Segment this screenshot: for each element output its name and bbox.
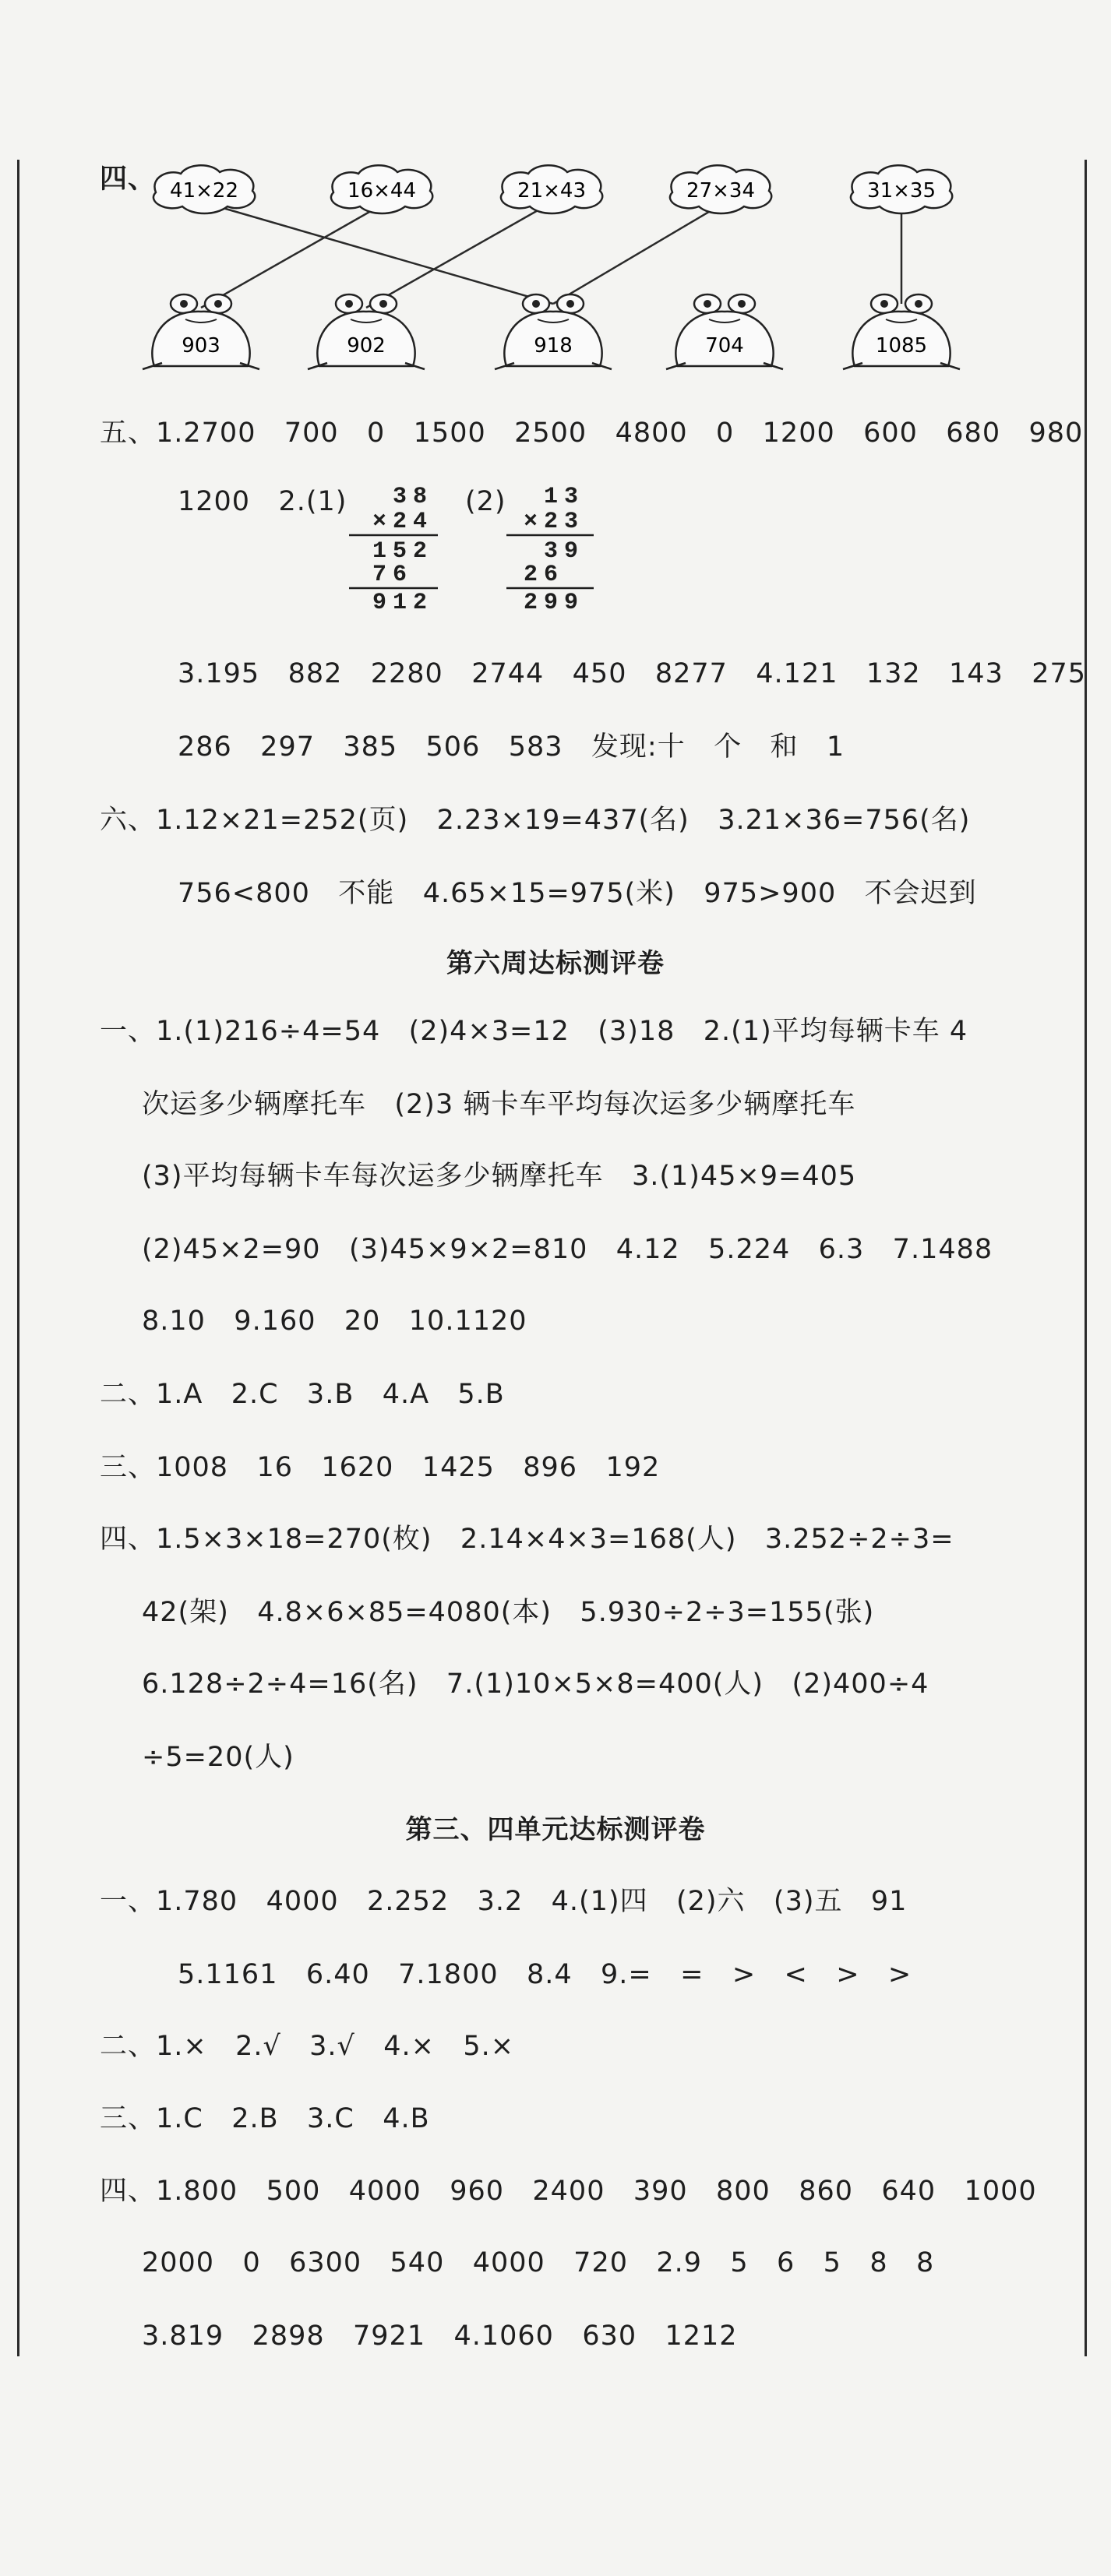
line-d3: 6.128÷2÷4=16(名) 7.(1)10×5×8=400(人) (2)400÷4 [142, 1669, 929, 1700]
line-h1: 四、1.800 500 4000 960 2400 390 800 860 640 1000 [100, 2176, 1037, 2207]
line-cloud2-frog1 [201, 205, 382, 308]
cloud-4 [670, 165, 771, 213]
line-e1: 一、1.780 4000 2.252 3.2 4.(1)四 (2)六 (3)五 91 [100, 1886, 908, 1917]
vm2-row4: 26 [523, 562, 564, 588]
line-c1: 三、1008 16 1620 1425 896 192 [100, 1452, 661, 1483]
frog-3-text: 918 [534, 334, 573, 358]
cloud-3-text: 21×43 [517, 179, 586, 203]
vm1-row3: 152 [372, 538, 433, 565]
line-w5-2b: (2) [465, 486, 506, 517]
frog-1 [143, 294, 259, 369]
vm2-row3: 39 [543, 538, 584, 565]
left-margin-line [17, 160, 19, 2356]
line-a5: 8.10 9.160 20 10.1120 [142, 1306, 527, 1337]
vertical-multiplication-1 [327, 479, 444, 611]
line-w5-1: 五、1.2700 700 0 1500 2500 4800 0 1200 600 680 980 [100, 418, 1084, 449]
cloud-5 [851, 165, 952, 213]
line-cloud4-frog5 [553, 205, 721, 304]
line-w6-1: 六、1.12×21=252(页) 2.23×19=437(名) 3.21×36=756(名) [100, 805, 971, 836]
line-g1: 三、1.C 2.B 3.C 4.B [100, 2103, 430, 2134]
frog-2 [308, 294, 425, 369]
cloud-3 [501, 165, 602, 213]
line-cloud3-frog2 [366, 203, 552, 308]
title-week-six-test: 第六周达标测评卷 [446, 948, 665, 979]
line-w6-2: 756<800 不能 4.65×15=975(米) 975>900 不会迟到 [178, 878, 977, 909]
line-b1: 二、1.A 2.C 3.B 4.A 5.B [100, 1379, 505, 1410]
frog-2-text: 902 [347, 334, 386, 358]
right-margin-line [1085, 160, 1087, 2356]
title-unit-three-four-test: 第三、四单元达标测评卷 [405, 1814, 706, 1845]
frog-1-text: 903 [182, 334, 220, 358]
line-d2: 42(架) 4.8×6×85=4080(本) 5.930÷2÷3=155(张) [142, 1597, 875, 1628]
cloud-2-text: 16×44 [347, 179, 416, 203]
frog-3 [495, 294, 612, 369]
vm2-row2: ×23 [523, 509, 584, 535]
line-h2: 2000 0 6300 540 4000 720 2.9 5 6 5 8 8 [142, 2247, 935, 2278]
frog-5 [843, 294, 960, 369]
line-e2: 5.1161 6.40 7.1800 8.4 9.= = > < > > [178, 1959, 912, 1990]
vm2-row1: 13 [543, 484, 584, 510]
section-four-label: 四、 [100, 164, 157, 195]
vm1-row2: ×24 [372, 509, 433, 535]
cloud-4-text: 27×34 [686, 179, 755, 203]
vm1-row4: 76 [372, 562, 413, 588]
line-d4: ÷5=20(人) [142, 1742, 295, 1773]
line-f1: 二、1.× 2.√ 3.√ 4.× 5.× [100, 2031, 515, 2062]
line-h3: 3.819 2898 7921 4.1060 630 1212 [142, 2321, 738, 2352]
line-d1: 四、1.5×3×18=270(枚) 2.14×4×3=168(人) 3.252÷2÷3= [100, 1524, 954, 1555]
line-w5-4: 286 297 385 506 583 发现:十 个 和 1 [178, 731, 845, 763]
line-cloud1-frog3 [204, 203, 553, 304]
cloud-1 [153, 165, 255, 213]
line-a3: (3)平均每辆卡车每次运多少辆摩托车 3.(1)45×9=405 [142, 1161, 857, 1192]
line-a1: 一、1.(1)216÷4=54 (2)4×3=12 (3)18 2.(1)平均每辆卡车 4 [100, 1016, 968, 1047]
vm2-row5: 299 [523, 590, 584, 611]
vertical-multiplication-2 [499, 479, 608, 611]
cloud-1-text: 41×22 [170, 179, 238, 203]
frog-5-text: 1085 [875, 334, 928, 358]
connection-lines [201, 203, 901, 308]
line-w5-3: 3.195 882 2280 2744 450 8277 4.121 132 143 275 [178, 658, 1087, 689]
cloud-2 [331, 165, 432, 213]
matching-diagram [0, 152, 1111, 386]
cloud-5-text: 31×35 [867, 179, 936, 203]
frog-4 [666, 294, 783, 369]
vm1-row5: 912 [372, 590, 433, 611]
vm1-row1: 38 [392, 484, 433, 510]
frog-4-text: 704 [705, 334, 744, 358]
line-a4: (2)45×2=90 (3)45×9×2=810 4.12 5.224 6.3 7.1488 [142, 1234, 993, 1265]
line-w5-2a: 1200 2.(1) [178, 486, 347, 517]
line-a2: 次运多少辆摩托车 (2)3 辆卡车平均每次运多少辆摩托车 [142, 1089, 856, 1120]
